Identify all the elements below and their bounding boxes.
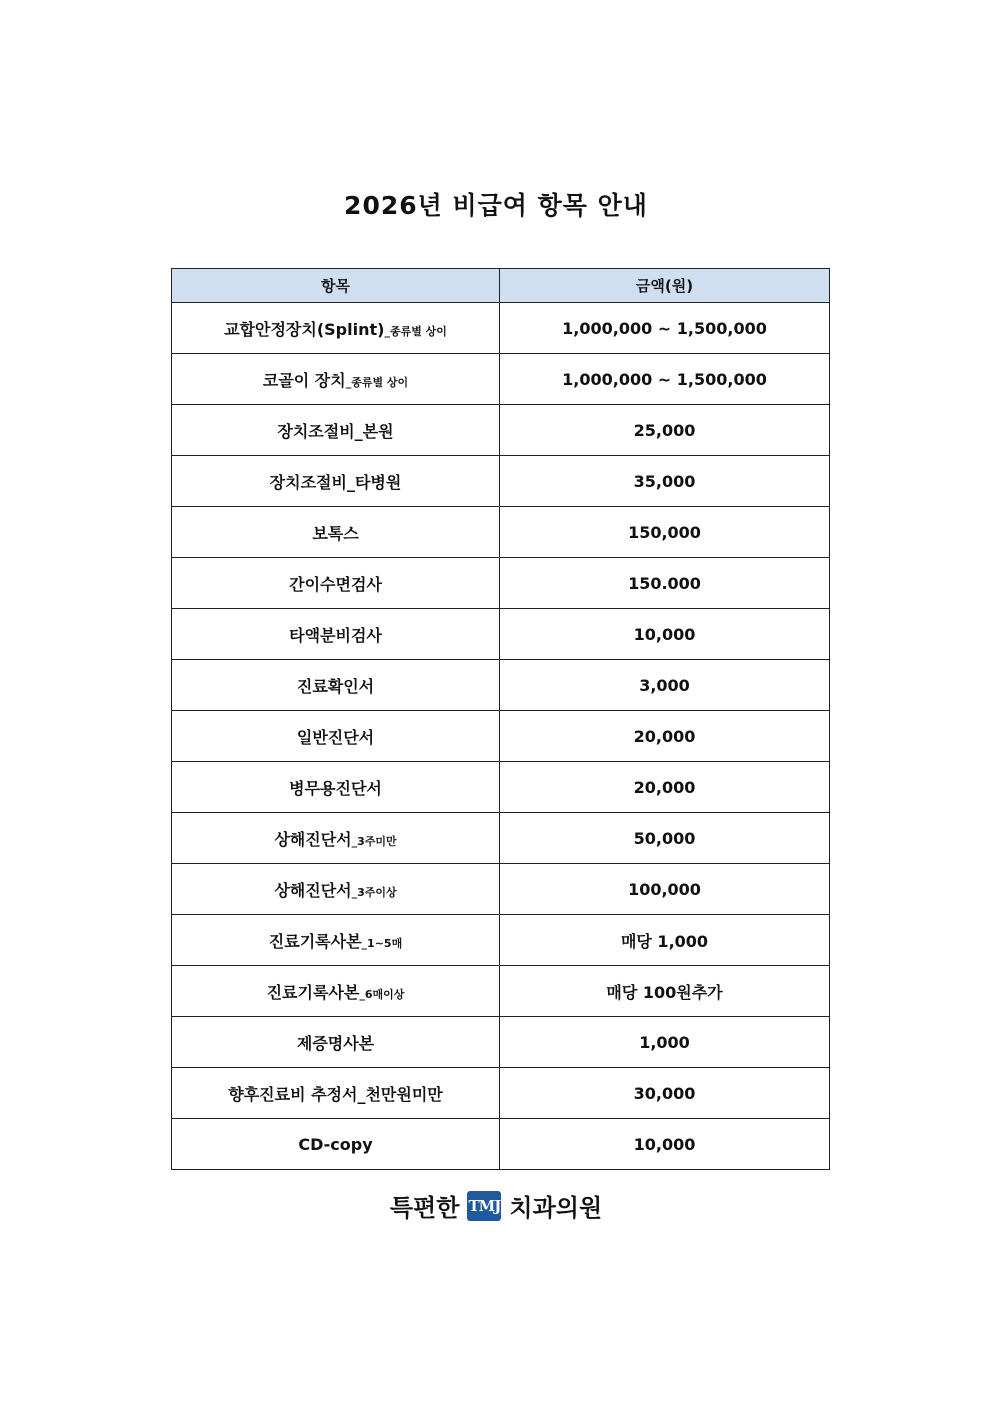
item-name: 타액분비검사 xyxy=(289,625,382,645)
price-cell: 20,000 xyxy=(500,711,830,762)
item-name: 진료기록사본 xyxy=(266,982,360,1002)
price-cell: 35,000 xyxy=(500,456,830,507)
item-name: 교합안정장치(Splint) xyxy=(224,319,385,339)
item-name: 간이수면검사 xyxy=(289,574,382,594)
item-cell xyxy=(172,456,500,507)
item-name: 일반진단서 xyxy=(296,727,375,747)
price-cell: 매당 100원추가 xyxy=(500,966,830,1017)
table-row xyxy=(172,966,830,1017)
table-row xyxy=(172,456,830,507)
item-cell xyxy=(172,558,500,609)
price-cell: 100,000 xyxy=(500,864,830,915)
price-cell: 3,000 xyxy=(500,660,830,711)
price-cell: 10,000 xyxy=(500,609,830,660)
table-row xyxy=(172,1068,830,1119)
fee-table xyxy=(171,268,830,1170)
item-cell xyxy=(172,762,500,813)
price-cell: 150.000 xyxy=(500,558,830,609)
page-title: 2026년 비급여 항목 안내 xyxy=(344,191,648,220)
clinic-footer xyxy=(0,1188,992,1223)
price-cell: 매당 1,000 xyxy=(500,915,830,966)
table-row xyxy=(172,354,830,405)
clinic-name-left: 특편한 xyxy=(389,1194,460,1222)
price-cell: 1,000,000 ~ 1,500,000 xyxy=(500,354,830,405)
item-name: 장치조절비_타병원 xyxy=(269,472,402,492)
item-name: 향후진료비 추정서_천만원미만 xyxy=(228,1084,443,1104)
header-item: 항목 xyxy=(172,269,500,303)
price-cell: 1,000,000 ~ 1,500,000 xyxy=(500,303,830,354)
item-name: 진료확인서 xyxy=(296,676,375,696)
item-name: 상해진단서 xyxy=(274,829,352,849)
table-row xyxy=(172,711,830,762)
item-name: CD-copy xyxy=(298,1134,373,1154)
table-row xyxy=(172,813,830,864)
table-row xyxy=(172,864,830,915)
clinic-name-right: 치과의원 xyxy=(509,1194,603,1222)
item-cell xyxy=(172,1017,500,1068)
item-cell xyxy=(172,609,500,660)
table-row xyxy=(172,1017,830,1068)
item-name: 병무용진단서 xyxy=(289,778,382,798)
clinic-logo xyxy=(467,1191,501,1221)
price-cell: 30,000 xyxy=(500,1068,830,1119)
item-note: _1~5매 xyxy=(361,936,403,950)
table-row xyxy=(172,405,830,456)
table-row xyxy=(172,660,830,711)
item-note: _종류별 상이 xyxy=(345,375,409,389)
price-cell: 20,000 xyxy=(500,762,830,813)
table-row xyxy=(172,762,830,813)
price-cell: 150,000 xyxy=(500,507,830,558)
item-name: 제증명사본 xyxy=(296,1033,375,1053)
logo-text: TMJ xyxy=(468,1196,501,1215)
item-name: 상해진단서 xyxy=(274,880,352,900)
table-row xyxy=(172,1119,830,1170)
table-row xyxy=(172,303,830,354)
price-cell: 10,000 xyxy=(500,1119,830,1170)
item-name: 진료기록사본 xyxy=(268,931,362,951)
table-row xyxy=(172,558,830,609)
item-cell xyxy=(172,660,500,711)
item-note: _3주미만 xyxy=(351,834,397,848)
item-cell xyxy=(172,354,500,405)
item-note: _3주이상 xyxy=(351,885,397,899)
item-cell xyxy=(172,1068,500,1119)
item-name: 코골이 장치 xyxy=(262,370,346,390)
item-name: 보톡스 xyxy=(312,523,359,543)
price-cell: 1,000 xyxy=(500,1017,830,1068)
item-cell xyxy=(172,405,500,456)
item-note: _종류별 상이 xyxy=(384,324,447,338)
item-cell xyxy=(172,711,500,762)
item-note: _6매이상 xyxy=(359,987,405,1001)
item-cell xyxy=(172,915,500,966)
table-header-row xyxy=(172,269,830,303)
item-cell xyxy=(172,1119,500,1170)
table-row xyxy=(172,609,830,660)
item-cell xyxy=(172,966,500,1017)
price-cell: 25,000 xyxy=(500,405,830,456)
item-cell xyxy=(172,303,500,354)
item-name: 장치조절비_본원 xyxy=(277,421,394,441)
item-cell xyxy=(172,813,500,864)
item-cell xyxy=(172,864,500,915)
price-cell: 50,000 xyxy=(500,813,830,864)
item-cell xyxy=(172,507,500,558)
header-price: 금액(원) xyxy=(500,269,830,303)
table-row xyxy=(172,915,830,966)
table-row xyxy=(172,507,830,558)
